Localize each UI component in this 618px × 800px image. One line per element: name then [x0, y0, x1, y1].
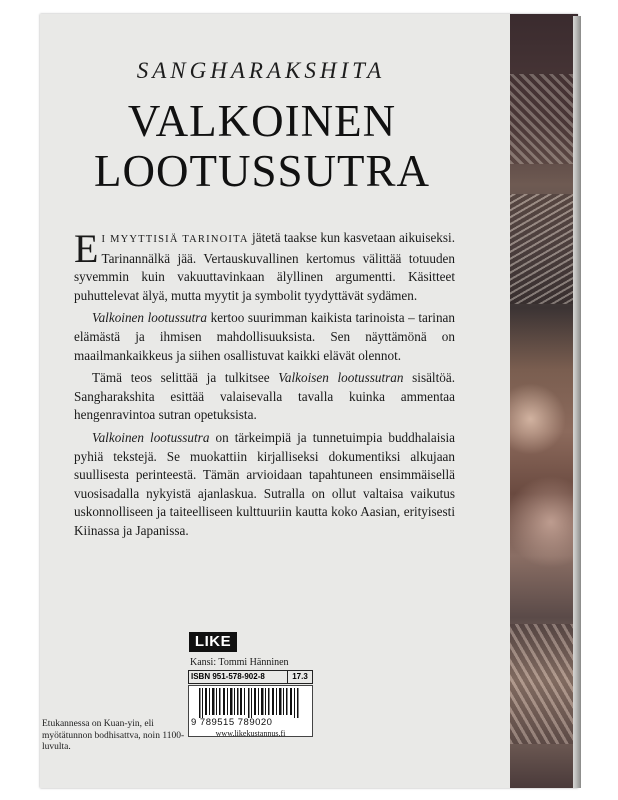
blurb-text: [74, 226, 456, 545]
barcode: [188, 685, 313, 737]
blurb-paragraph-2: [74, 309, 455, 365]
blurb-paragraph-1: [74, 226, 455, 305]
paragraph-4-text: on tärkeimpiä ja tunnetuimpia buddhalaisia pyhiä tekstejä. Se muokattiin kirjalliseksi dokumentiksi alkujaan suullisesta perinteestä. Tämän arvioidaan tapahtuneen ensimmäisellä vuosisadalla nykyistä ajanlaskua. Sutralla on ollut valtaisa vaikutus uskonnolliseen ja taiteelliseen kulttuuriin kautta koko Aasian, erityisesti Kiinassa ja Japanissa.: [74, 429, 456, 538]
paragraph-3-text: sisältöä. Sangharakshita esittää valaisevalla tavalla kuinka ammentaa hengenravintoa sutran opetuksista.: [74, 370, 455, 423]
barcode-bars: [191, 688, 310, 718]
title-line-1: VALKOINEN: [127, 96, 397, 146]
paragraph-2-text: kertoo suurimman kaikista tarinoista – tarinan elämästä ja ihmisen mahdollisuuksista. Sen näyttämönä on maailmankaikkeus ja siihen osallistuvat kaikki elävät olennot.: [74, 310, 456, 363]
cover-credit: Kansi: Tommi Hänninen: [190, 657, 289, 668]
isbn-number: ISBN 951-578-902-8: [189, 671, 288, 683]
publisher-logo: LIKE: [189, 632, 237, 652]
blurb-paragraph-3: [74, 369, 455, 425]
paragraph-1-text: jätetä taakse kun kasvetaan aikuiseksi. Tarinannälkä jää. Vertauskuvallinen kertomus välittää totuuden syvemmin kuin vakuuttavinkaan älyllinen argumentti. Käsitteet puhuttelevat älyä, mutta myytit ja symbolit tyydyttävät sydämen.: [74, 230, 455, 303]
paragraph-3-start: Tämä teos selittää ja tulkitsee: [92, 370, 279, 386]
title-line-2: LOOTUSSUTRA: [93, 146, 431, 196]
price-code: 17.3: [292, 672, 308, 681]
opening-smallcaps: I MYYTTISIÄ TARINOITA: [101, 234, 249, 245]
drop-cap: E: [74, 226, 99, 271]
paragraph-2-italic: Valkoinen lootussutra: [92, 310, 207, 326]
cover-image-note: Etukannessa on Kuan-yin, eli myötätunnon bodhisattva, noin 1100-luvulta.: [42, 719, 185, 752]
author-name: SANGHARAKSHITA: [136, 58, 386, 83]
publisher-url: www.likekustannus.fi: [215, 729, 286, 738]
book-title: [82, 96, 442, 196]
barcode-digits: 9 789515 789020: [191, 717, 273, 728]
blurb-paragraph-4: [74, 429, 455, 541]
paragraph-4-italic: Valkoinen lootussutra: [92, 429, 210, 445]
paragraph-3-italic: Valkoisen lootussutran: [278, 370, 404, 386]
isbn-box: [188, 670, 313, 684]
book-edge: [573, 16, 581, 788]
cover-artwork-strip: [510, 14, 578, 788]
